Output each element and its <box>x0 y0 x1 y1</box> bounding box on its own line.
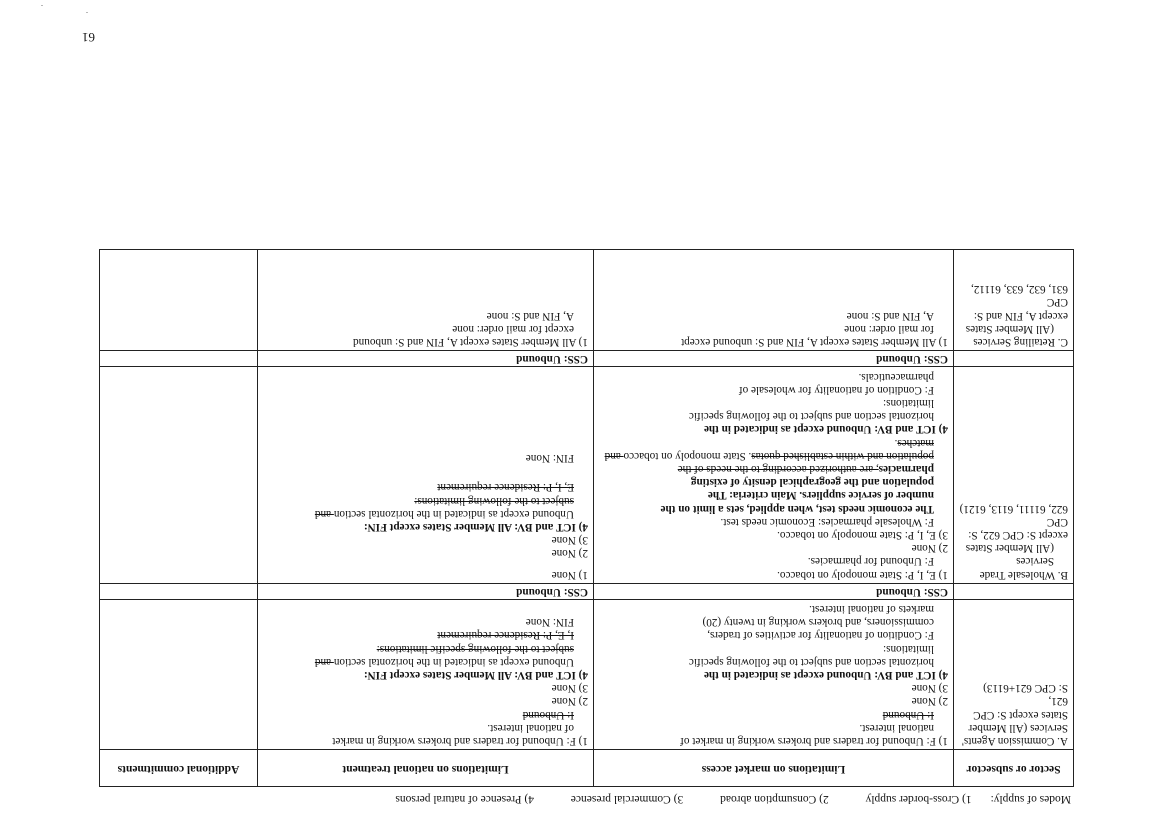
sector-cell <box>954 367 1074 583</box>
css-row <box>100 583 1074 599</box>
css-national-treatment: CSS: Unbound <box>258 583 594 599</box>
text-line: commissioners, and brokers working in twenty (20) <box>702 616 934 629</box>
empty-cell <box>100 583 258 599</box>
text-line: 3) None <box>911 682 948 695</box>
sector-line: B. Wholesale Trade <box>979 568 1068 581</box>
text-line: 2) None <box>911 542 948 555</box>
text-line: for mail order: none <box>844 322 934 335</box>
commitments-table <box>99 249 1074 787</box>
table-row <box>100 599 1074 749</box>
text-line: FIN: None <box>525 452 574 465</box>
text-line: F: Unbound for pharmacies. <box>807 555 934 568</box>
css-row <box>100 351 1074 367</box>
sector-line: 631, 632, 633, 61112, <box>970 283 1068 296</box>
text-line: F: Condition of nationality for wholesale of <box>738 383 934 396</box>
text-line: limitations: <box>883 396 934 409</box>
text-line: 4) ICT and BV: All Member States except FIN: <box>363 668 588 681</box>
deleted-text: I: Unbound <box>882 708 934 721</box>
text-line: 4) ICT and BV: All Member States except FIN: <box>363 520 588 533</box>
text-line: except for mail order: none <box>452 322 574 335</box>
text-line: A, FIN and S: none <box>846 309 934 322</box>
text-line: A, FIN and S: none <box>486 309 574 322</box>
text-line: horizontal section and subject to the following specific <box>688 410 934 423</box>
header-sector: Sector or subsector <box>954 750 1074 787</box>
sector-line: except S: CPC 622, S: CPC <box>968 515 1068 541</box>
text-line: limitations: <box>883 642 934 655</box>
sector-line: 622, 61111, 6113, 6121) <box>959 502 1068 515</box>
deleted-text: , are authorized according to the needs of the <box>677 462 879 475</box>
page-number: 61 <box>82 30 95 45</box>
text-line: F: Wholesale pharmacies: Economic needs test. <box>720 515 934 528</box>
additional-cell <box>100 250 258 351</box>
deleted-text: population and within established quotas <box>751 449 934 462</box>
sector-line: States except S: CPC 621, <box>973 695 1068 721</box>
css-national-treatment: CSS: Unbound <box>258 351 594 367</box>
sector-line: S: CPC 621+6113) <box>983 682 1068 695</box>
deleted-text: I, E, P: Residence requirement <box>437 629 574 642</box>
sector-cell <box>954 599 1074 749</box>
text-span: . <box>894 436 898 449</box>
scan-speck: . <box>86 10 88 19</box>
sector-line: Services <box>1016 555 1054 568</box>
header-market-access: Limitations on market access <box>594 750 954 787</box>
text-line: 2) None <box>551 547 588 560</box>
deleted-text: I: Unbound <box>522 708 574 721</box>
text-line: 3) None <box>551 682 588 695</box>
text-line: pharmaceuticals. <box>858 370 934 383</box>
modes-of-supply <box>111 793 1071 805</box>
text-line: 1) F: Unbound for traders and brokers working in market <box>332 735 588 747</box>
text-span: Unbound except as indicated in the horizontal section <box>333 655 574 668</box>
text-line: 1) F: Unbound for traders and brokers working in market of <box>680 735 948 747</box>
header-row <box>100 750 1074 787</box>
deleted-text: subject to the following specific limitations: <box>376 642 574 655</box>
text-line: 1) All Member States except A, FIN and S: unbound except <box>681 336 948 349</box>
css-market-access: CSS: Unbound <box>594 583 954 599</box>
mode-4: 4) Presence of natural persons <box>395 793 534 805</box>
national-treatment-cell <box>258 250 594 351</box>
sector-line: C. Retailing Services <box>973 336 1068 349</box>
sector-line: (All Member States <box>965 542 1054 555</box>
table-row <box>100 250 1074 351</box>
text-span: Unbound except as indicated in the horizontal section <box>333 507 574 520</box>
text-line: 2) None <box>911 695 948 708</box>
text-line: 4) ICT and BV: Unbound except as indicated in the <box>703 423 948 436</box>
additional-cell <box>100 599 258 749</box>
text-line: 1) E, I, P: State monopoly on tobacco. <box>777 568 948 581</box>
national-treatment-cell <box>258 599 594 749</box>
text-line: The economic needs test, when applied, sets a limit on the <box>660 502 934 515</box>
text-line: horizontal section and subject to the following specific <box>688 655 934 668</box>
mode-3: 3) Commercial presence <box>570 793 684 805</box>
empty-cell <box>954 351 1074 367</box>
deleted-text: and matches <box>604 436 934 462</box>
additional-cell <box>100 367 258 583</box>
sector-line: A. Commission Agents' <box>961 735 1068 747</box>
text-line: number of service suppliers. Main criteria: The <box>707 489 934 502</box>
header-additional: Additional commitments <box>100 750 258 787</box>
mode-2: 2) Consumption abroad <box>720 793 829 805</box>
text-line <box>599 435 948 461</box>
text-line <box>599 462 948 475</box>
empty-cell <box>954 583 1074 599</box>
deleted-text: subject to the following limitations: <box>414 494 574 507</box>
text-line: population and the geographical density of existing <box>690 476 934 489</box>
deleted-text: E, I, P: Residence requirement <box>437 481 574 494</box>
text-line: 1) None <box>551 568 588 581</box>
deleted-text: and <box>314 507 334 520</box>
text-line: 1) All Member States except A, FIN and S: unbound <box>353 336 588 349</box>
sector-line: (All Member States <box>965 322 1054 335</box>
text-line: FIN: None <box>525 616 574 629</box>
mode-1: 1) Cross-border supply <box>865 793 972 805</box>
sector-line: Services (All Member <box>968 721 1068 734</box>
text-line: markets of national interest. <box>809 602 934 615</box>
modes-label: Modes of supply: <box>990 793 1071 805</box>
text-line: 4) ICT and BV: Unbound except as indicated in the <box>703 668 948 681</box>
css-market-access: CSS: Unbound <box>594 351 954 367</box>
text-line: 3) E, I, P: State monopoly on tobacco. <box>777 528 948 541</box>
sector-cell <box>954 250 1074 351</box>
text-line: F: Condition of nationality for activities of traders, <box>707 629 934 642</box>
table-row <box>100 367 1074 583</box>
empty-cell <box>100 351 258 367</box>
text-line: of national interest. <box>487 721 574 734</box>
text-span: pharmacies <box>878 462 934 475</box>
text-line: 3) None <box>551 534 588 547</box>
text-span: . State monopoly on tobacco <box>623 449 752 462</box>
market-access-cell <box>594 599 954 749</box>
text-line: national interest. <box>859 721 934 734</box>
text-line <box>263 655 588 668</box>
national-treatment-cell <box>258 367 594 583</box>
market-access-cell <box>594 250 954 351</box>
text-line: 2) None <box>551 695 588 708</box>
scan-speck: . <box>41 3 43 12</box>
header-national-treatment: Limitations on national treatment <box>258 750 594 787</box>
deleted-text: and <box>314 655 334 668</box>
text-line <box>263 507 588 520</box>
sector-line: except A, FIN and S: CPC <box>973 296 1068 322</box>
market-access-cell <box>594 367 954 583</box>
